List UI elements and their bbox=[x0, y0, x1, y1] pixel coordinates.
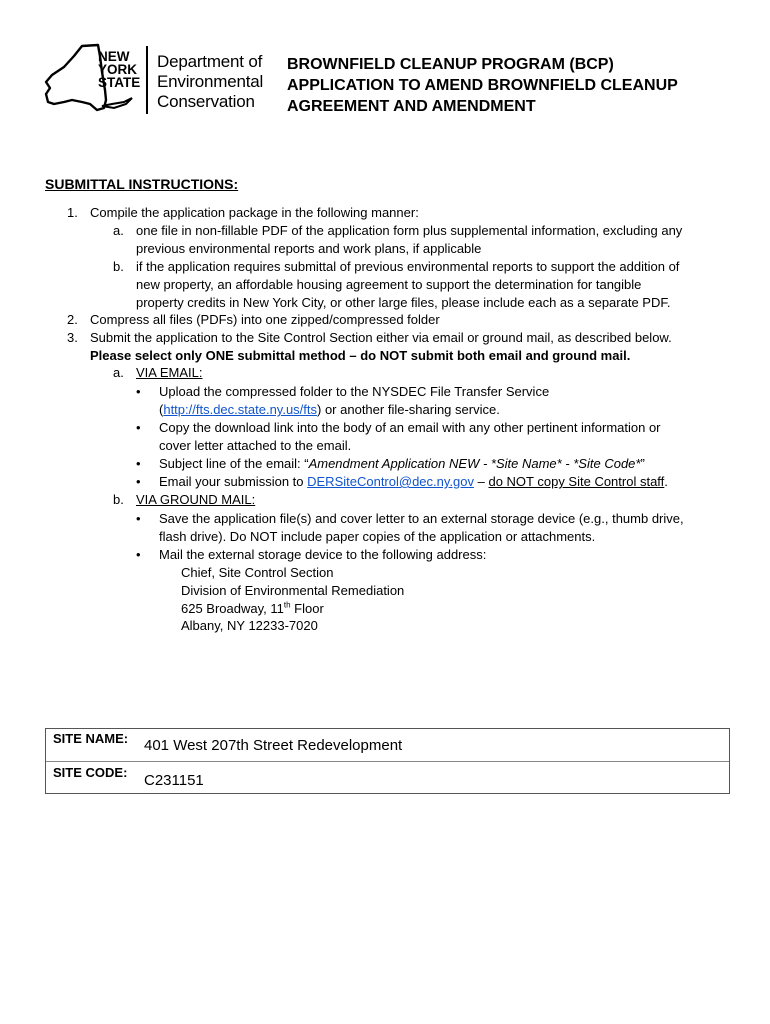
step-1-number: 1. bbox=[67, 205, 78, 220]
step-3-text: Submit the application to the Site Control Section either via email or ground mail, as described below. bbox=[90, 330, 672, 345]
bullet-icon: • bbox=[136, 511, 141, 526]
submittal-method-warning: Please select only ONE submittal method – do NOT submit both email and ground mail. bbox=[90, 348, 631, 363]
email-option-label: a. bbox=[113, 365, 124, 380]
step-3-number: 3. bbox=[67, 330, 78, 345]
email-bullet-2-line: Copy the download link into the body of an email with any other pertinent information or bbox=[159, 420, 661, 435]
email-bullet-2-line: cover letter attached to the email. bbox=[159, 438, 352, 453]
title-line: BROWNFIELD CLEANUP PROGRAM (BCP) bbox=[287, 56, 614, 73]
mailing-address-line: Albany, NY 12233-7020 bbox=[181, 618, 318, 633]
site-name-value: 401 West 207th Street Redevelopment bbox=[144, 737, 403, 754]
bullet-icon: • bbox=[136, 474, 141, 489]
fts-link[interactable]: http://fts.dec.state.ny.us/fts bbox=[163, 402, 318, 417]
email-bullet-1-line: Upload the compressed folder to the NYSDEC File Transfer Service bbox=[159, 384, 550, 399]
via-email-heading: VIA EMAIL: bbox=[136, 365, 203, 380]
bullet-icon: • bbox=[136, 456, 141, 471]
step-1b-line: property credits in New York City, or other large files, please include each as a separate PDF. bbox=[136, 295, 671, 310]
via-ground-mail-heading: VIA GROUND MAIL: bbox=[136, 492, 256, 507]
site-code-value: C231151 bbox=[144, 772, 204, 789]
nysdec-logo bbox=[42, 42, 278, 118]
step-1a-line: one file in non-fillable PDF of the application form plus supplemental information, excluding any bbox=[136, 223, 683, 238]
step-1a-line: previous environmental reports and work plans, if applicable bbox=[136, 241, 482, 256]
mailing-address-line: Division of Environmental Remediation bbox=[181, 583, 405, 598]
site-info-table bbox=[45, 728, 730, 794]
title-line: AGREEMENT AND AMENDMENT bbox=[287, 98, 536, 115]
title-line: APPLICATION TO AMEND BROWNFIELD CLEANUP bbox=[287, 77, 678, 94]
mailing-address-line: 625 Broadway, 11th Floor bbox=[181, 600, 324, 616]
step-1b-line: if the application requires submittal of previous environmental reports to support the addition of bbox=[136, 259, 680, 274]
mail-bullet-1-line: flash drive). Do NOT include paper copies of the application or attachments. bbox=[159, 529, 596, 544]
step-2-number: 2. bbox=[67, 312, 78, 327]
step-2-text: Compress all files (PDFs) into one zipped/compressed folder bbox=[90, 312, 440, 327]
site-control-email-link[interactable]: DERSiteControl@dec.ny.gov bbox=[307, 474, 474, 489]
site-code-label: SITE CODE: bbox=[53, 765, 128, 780]
mailing-address-line: Chief, Site Control Section bbox=[181, 565, 334, 580]
bullet-icon: • bbox=[136, 547, 141, 562]
dec-wordmark: Department of Environmental Conservation bbox=[157, 52, 264, 111]
document-title bbox=[287, 54, 757, 117]
step-1b-label: b. bbox=[113, 259, 124, 274]
bullet-icon: • bbox=[136, 384, 141, 399]
bullet-icon: • bbox=[136, 420, 141, 435]
email-bullet-1-line: (http://fts.dec.state.ny.us/fts) or another file-sharing service. bbox=[159, 402, 500, 417]
email-bullet-4-line: Email your submission to DERSiteControl@dec.ny.gov – do NOT copy Site Control staff. bbox=[159, 474, 668, 489]
mail-bullet-1-line: Save the application file(s) and cover letter to an external storage device (e.g., thumb drive, bbox=[159, 511, 684, 526]
step-1b-line: new property, an affordable housing agreement to support the determination for tangible bbox=[136, 277, 642, 292]
site-name-label: SITE NAME: bbox=[53, 731, 129, 746]
submittal-instructions-heading: SUBMITTAL INSTRUCTIONS: bbox=[45, 176, 239, 192]
new-york-state-wordmark: NEW YORK STATE bbox=[98, 49, 141, 90]
step-1-text: Compile the application package in the following manner: bbox=[90, 205, 419, 220]
mail-bullet-2-line: Mail the external storage device to the following address: bbox=[159, 547, 487, 562]
site-name-row bbox=[46, 729, 729, 762]
email-bullet-3-line: Subject line of the email: “Amendment Application NEW - *Site Name* - *Site Code*” bbox=[159, 456, 645, 471]
mail-option-label: b. bbox=[113, 492, 124, 507]
logo-divider bbox=[146, 46, 148, 114]
step-1a-label: a. bbox=[113, 223, 124, 238]
